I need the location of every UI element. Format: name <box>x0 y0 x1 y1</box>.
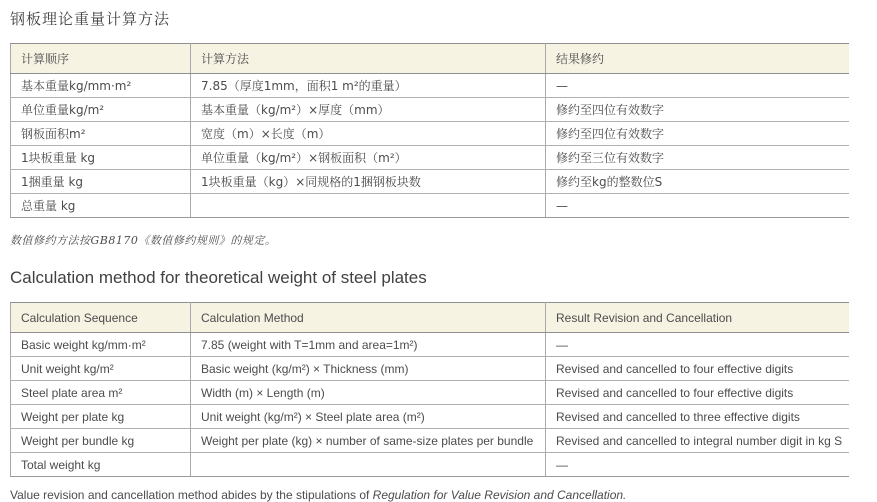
table-cell: 7.85 (weight with T=1mm and area=1m²) <box>191 333 546 357</box>
table-cell: Basic weight kg/mm·m² <box>11 333 191 357</box>
table-cell: Weight per bundle kg <box>11 429 191 453</box>
table-cell: — <box>546 74 850 98</box>
table-header-row <box>11 44 850 74</box>
table-cell: 基本重量kg/mm·m² <box>11 74 191 98</box>
footnote-en-text: Value revision and cancellation method abides by the stipulations of <box>10 488 373 502</box>
table-cell: Total weight kg <box>11 453 191 477</box>
table-row <box>11 74 850 98</box>
footnote-en-regulation-title: Regulation for Value Revision and Cancellation. <box>372 488 627 502</box>
table-cell: Unit weight kg/m² <box>11 357 191 381</box>
page-title-en: Calculation method for theoretical weight of steel plates <box>10 268 427 287</box>
table-cell: 总重量 kg <box>11 194 191 218</box>
table-header-cell: Result Revision and Cancellation <box>546 303 850 333</box>
table-cell: 钢板面积m² <box>11 122 191 146</box>
page-title-cn: 钢板理论重量计算方法 <box>10 10 171 28</box>
table-cell: — <box>546 453 850 477</box>
table-row <box>11 381 850 405</box>
table-cell <box>191 453 546 477</box>
table-row <box>11 146 850 170</box>
table-row <box>11 405 850 429</box>
table-row <box>11 333 850 357</box>
table-cell: 1捆重量 kg <box>11 170 191 194</box>
table-cell: 修约至三位有效数字 <box>546 146 850 170</box>
table-header-cell: 结果修约 <box>546 44 850 74</box>
table-cell: Width (m) × Length (m) <box>191 381 546 405</box>
table-header-cell: 计算方法 <box>191 44 546 74</box>
table-cell: Basic weight (kg/m²) × Thickness (mm) <box>191 357 546 381</box>
table-cell: 1块板重量（kg）×同规格的1捆钢板块数 <box>191 170 546 194</box>
table-row <box>11 453 850 477</box>
table-cell: Unit weight (kg/m²) × Steel plate area (m²) <box>191 405 546 429</box>
table-header-cell: Calculation Method <box>191 303 546 333</box>
weight-table-cn <box>10 43 849 218</box>
table-cell: 宽度（m）×长度（m） <box>191 122 546 146</box>
table-cell: Revised and cancelled to four effective digits <box>546 381 850 405</box>
table-cell: — <box>546 333 850 357</box>
table-cell: 7.85（厚度1mm，面积1 m²的重量） <box>191 74 546 98</box>
table-cell: — <box>546 194 850 218</box>
table-row <box>11 429 850 453</box>
table-cell: Weight per plate kg <box>11 405 191 429</box>
table-cell: 基本重量（kg/m²）×厚度（mm） <box>191 98 546 122</box>
table-row <box>11 98 850 122</box>
table-cell: Revised and cancelled to integral number digit in kg S <box>546 429 850 453</box>
table-row <box>11 122 850 146</box>
table-header-cell: 计算顺序 <box>11 44 191 74</box>
footnote-en <box>10 488 877 502</box>
table-cell <box>191 194 546 218</box>
table-header-cell: Calculation Sequence <box>11 303 191 333</box>
table-cell: 单位重量kg/m² <box>11 98 191 122</box>
table-header-row <box>11 303 850 333</box>
table-row <box>11 194 850 218</box>
table-cell: 修约至kg的整数位S <box>546 170 850 194</box>
table-cell: 单位重量（kg/m²）×钢板面积（m²） <box>191 146 546 170</box>
table-cell: 1块板重量 kg <box>11 146 191 170</box>
table-row <box>11 357 850 381</box>
table-cell: Revised and cancelled to three effective digits <box>546 405 850 429</box>
table-cell: 修约至四位有效数字 <box>546 122 850 146</box>
table-cell: Steel plate area m² <box>11 381 191 405</box>
table-cell: Revised and cancelled to four effective digits <box>546 357 850 381</box>
table-cell: Weight per plate (kg) × number of same-size plates per bundle <box>191 429 546 453</box>
table-cell: 修约至四位有效数字 <box>546 98 850 122</box>
table-row <box>11 170 850 194</box>
footnote-cn: 数值修约方法按GB8170《数值修约规则》的规定。 <box>10 234 277 247</box>
weight-table-en <box>10 302 849 477</box>
